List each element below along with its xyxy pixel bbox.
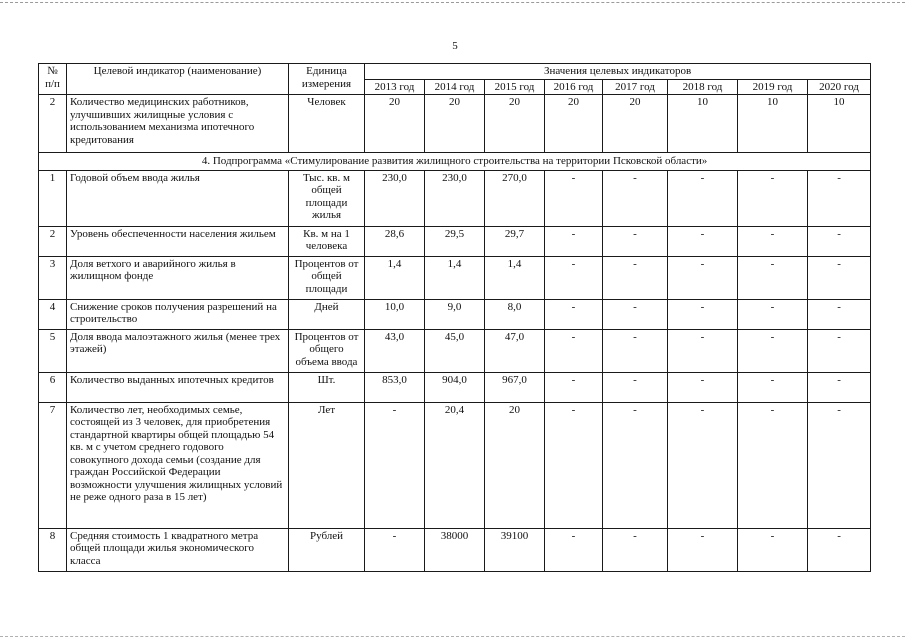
scan-edge-bottom bbox=[0, 636, 905, 637]
row-value: 20 bbox=[425, 95, 485, 153]
header-name: Целевой индикатор (наименование) bbox=[67, 64, 289, 95]
row-value: 28,6 bbox=[365, 226, 425, 256]
row-value: - bbox=[808, 372, 871, 402]
row-value: - bbox=[738, 299, 808, 329]
row-value: 47,0 bbox=[485, 329, 545, 372]
row-value: 1,4 bbox=[425, 256, 485, 299]
row-value: - bbox=[365, 402, 425, 528]
row-value: - bbox=[545, 256, 603, 299]
row-unit: Лет bbox=[289, 402, 365, 528]
row-value: 20 bbox=[545, 95, 603, 153]
row-value: - bbox=[738, 170, 808, 226]
table-row bbox=[39, 372, 871, 402]
page-number: 5 bbox=[452, 40, 458, 52]
row-value: - bbox=[668, 372, 738, 402]
row-num: 7 bbox=[39, 402, 67, 528]
row-value: 29,5 bbox=[425, 226, 485, 256]
header-unit: Единица измерения bbox=[289, 64, 365, 95]
row-unit: Процентов от общей площади bbox=[289, 256, 365, 299]
header-year: 2018 год bbox=[668, 79, 738, 95]
row-value: - bbox=[603, 170, 668, 226]
row-value: - bbox=[738, 372, 808, 402]
row-value: 853,0 bbox=[365, 372, 425, 402]
row-value: - bbox=[738, 402, 808, 528]
row-value: 230,0 bbox=[425, 170, 485, 226]
row-value: 8,0 bbox=[485, 299, 545, 329]
header-num: № п/п bbox=[39, 64, 67, 95]
row-value: - bbox=[808, 402, 871, 528]
row-name: Снижение сроков получения разрешений на строительство bbox=[67, 299, 289, 329]
table-row bbox=[39, 329, 871, 372]
table-row bbox=[39, 528, 871, 571]
row-value: - bbox=[808, 226, 871, 256]
row-value: - bbox=[808, 299, 871, 329]
row-value: - bbox=[668, 170, 738, 226]
row-num: 4 bbox=[39, 299, 67, 329]
row-value: - bbox=[545, 402, 603, 528]
table-row bbox=[39, 256, 871, 299]
row-name: Количество выданных ипотечных кредитов bbox=[67, 372, 289, 402]
table-row bbox=[39, 170, 871, 226]
row-value: - bbox=[603, 329, 668, 372]
row-unit: Кв. м на 1 человека bbox=[289, 226, 365, 256]
row-num: 6 bbox=[39, 372, 67, 402]
row-unit: Человек bbox=[289, 95, 365, 153]
row-unit: Тыс. кв. м общей площади жилья bbox=[289, 170, 365, 226]
row-value: - bbox=[545, 226, 603, 256]
row-unit: Дней bbox=[289, 299, 365, 329]
table-row bbox=[39, 299, 871, 329]
section-title: 4. Подпрограмма «Стимулирование развития жилищного строительства на территории Псковской области» bbox=[39, 153, 871, 171]
row-num: 2 bbox=[39, 226, 67, 256]
header-year: 2014 год bbox=[425, 79, 485, 95]
row-value: 39100 bbox=[485, 528, 545, 571]
row-name: Средняя стоимость 1 квадратного метра общей площади жилья экономического класса bbox=[67, 528, 289, 571]
row-value: 45,0 bbox=[425, 329, 485, 372]
row-value: - bbox=[808, 170, 871, 226]
header-year: 2013 год bbox=[365, 79, 425, 95]
row-value: 10 bbox=[738, 95, 808, 153]
header-year: 2016 год bbox=[545, 79, 603, 95]
row-value: - bbox=[668, 256, 738, 299]
row-value: - bbox=[603, 226, 668, 256]
row-name: Уровень обеспеченности населения жильем bbox=[67, 226, 289, 256]
row-value: 230,0 bbox=[365, 170, 425, 226]
row-value: - bbox=[603, 372, 668, 402]
row-value: 20 bbox=[485, 402, 545, 528]
row-name: Годовой объем ввода жилья bbox=[67, 170, 289, 226]
section-row bbox=[39, 153, 871, 171]
row-value: - bbox=[603, 402, 668, 528]
row-value: 29,7 bbox=[485, 226, 545, 256]
row-value: - bbox=[808, 256, 871, 299]
row-unit: Процентов от общего объема ввода bbox=[289, 329, 365, 372]
row-value: - bbox=[365, 528, 425, 571]
header-year: 2017 год bbox=[603, 79, 668, 95]
table-row bbox=[39, 226, 871, 256]
row-value: - bbox=[603, 299, 668, 329]
row-unit: Шт. bbox=[289, 372, 365, 402]
row-value: 20,4 bbox=[425, 402, 485, 528]
table-body bbox=[39, 95, 871, 572]
indicators-table bbox=[38, 63, 871, 572]
row-value: - bbox=[738, 329, 808, 372]
row-value: 10 bbox=[668, 95, 738, 153]
row-value: - bbox=[668, 329, 738, 372]
row-value: - bbox=[545, 329, 603, 372]
row-unit: Рублей bbox=[289, 528, 365, 571]
row-value: - bbox=[668, 226, 738, 256]
row-num: 1 bbox=[39, 170, 67, 226]
row-value: 270,0 bbox=[485, 170, 545, 226]
row-num: 3 bbox=[39, 256, 67, 299]
row-value: - bbox=[603, 528, 668, 571]
row-value: 10 bbox=[808, 95, 871, 153]
row-value: - bbox=[668, 402, 738, 528]
row-name: Количество медицинских работников, улучшивших жилищные условия с использованием механизма ипотечного кредитования bbox=[67, 95, 289, 153]
row-name: Доля ветхого и аварийного жилья в жилищном фонде bbox=[67, 256, 289, 299]
row-num: 5 bbox=[39, 329, 67, 372]
row-value: 904,0 bbox=[425, 372, 485, 402]
row-value: 10,0 bbox=[365, 299, 425, 329]
row-value: 43,0 bbox=[365, 329, 425, 372]
row-value: - bbox=[545, 528, 603, 571]
row-value: - bbox=[738, 226, 808, 256]
row-name: Доля ввода малоэтажного жилья (менее трех этажей) bbox=[67, 329, 289, 372]
row-num: 2 bbox=[39, 95, 67, 153]
row-value: - bbox=[738, 256, 808, 299]
row-value: - bbox=[808, 528, 871, 571]
header-year: 2015 год bbox=[485, 79, 545, 95]
row-value: - bbox=[603, 256, 668, 299]
row-value: - bbox=[808, 329, 871, 372]
row-value: - bbox=[545, 372, 603, 402]
row-value: 9,0 bbox=[425, 299, 485, 329]
row-value: 20 bbox=[603, 95, 668, 153]
row-value: - bbox=[738, 528, 808, 571]
table-row bbox=[39, 402, 871, 528]
header-year: 2019 год bbox=[738, 79, 808, 95]
header-year: 2020 год bbox=[808, 79, 871, 95]
row-num: 8 bbox=[39, 528, 67, 571]
row-value: 38000 bbox=[425, 528, 485, 571]
row-value: 1,4 bbox=[365, 256, 425, 299]
row-value: - bbox=[545, 299, 603, 329]
scan-edge-top bbox=[0, 2, 905, 3]
row-value: 967,0 bbox=[485, 372, 545, 402]
row-value: - bbox=[668, 528, 738, 571]
row-name: Количество лет, необходимых семье, состоящей из 3 человек, для приобретения стандартной квартиры общей площадью 54 кв. м с учетом среднего годового совокупного дохода семьи (создание для граждан Российской Федерации возможности улучшения жилищных условий не реже одного раза в 15 лет) bbox=[67, 402, 289, 528]
table-header bbox=[39, 64, 871, 95]
row-value: 20 bbox=[365, 95, 425, 153]
row-value: - bbox=[668, 299, 738, 329]
row-value: - bbox=[545, 170, 603, 226]
row-value: 1,4 bbox=[485, 256, 545, 299]
row-value: 20 bbox=[485, 95, 545, 153]
header-values-title: Значения целевых индикаторов bbox=[365, 64, 871, 80]
table-row bbox=[39, 95, 871, 153]
